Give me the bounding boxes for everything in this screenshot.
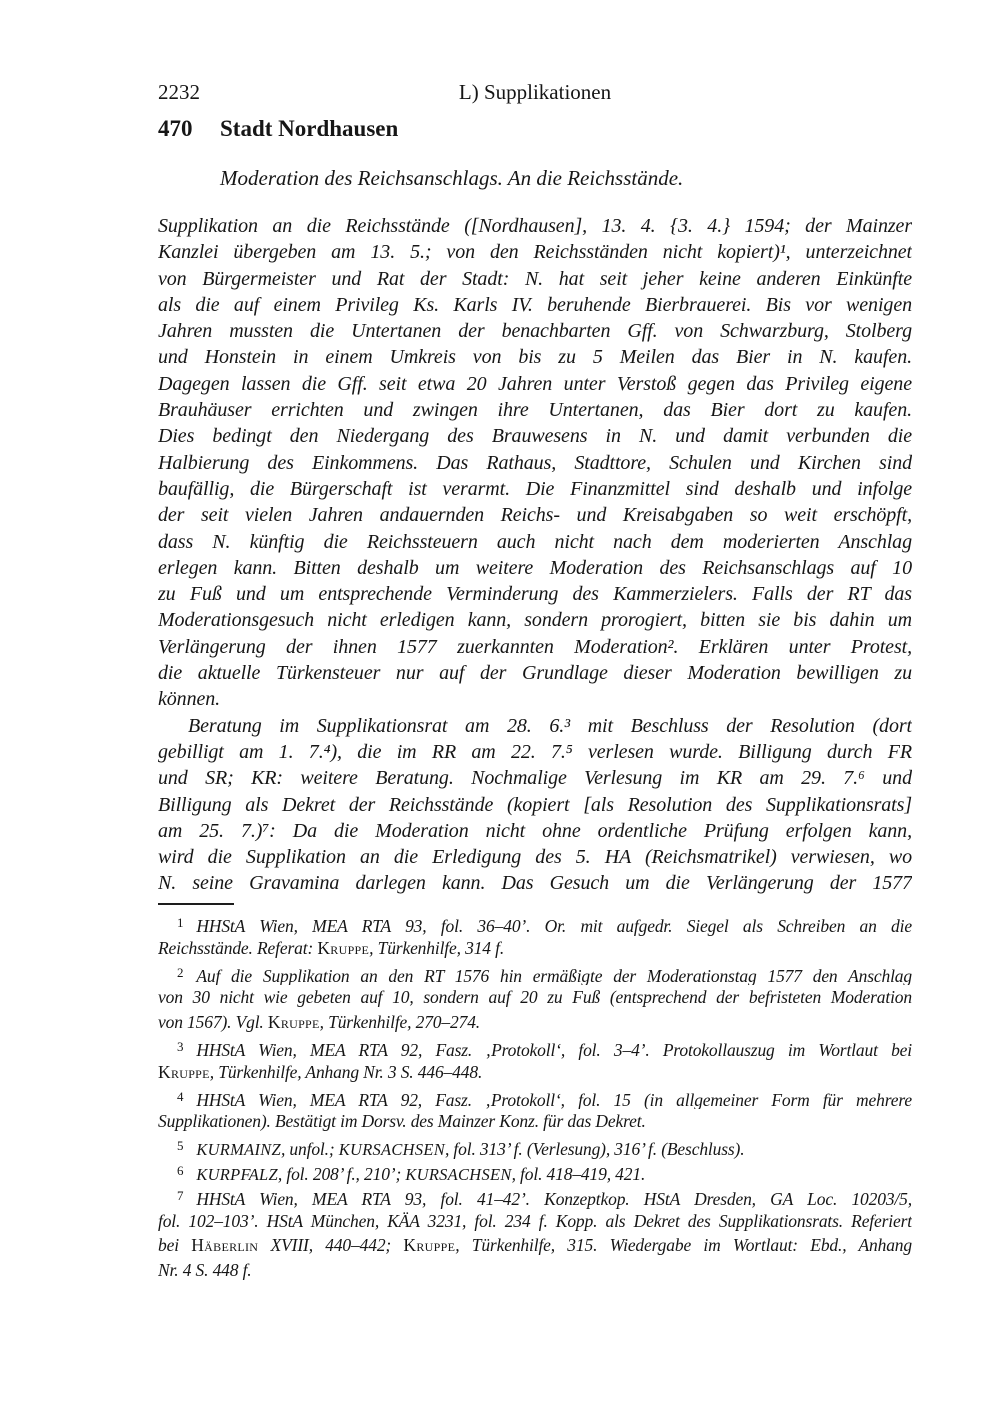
footnote <box>158 1159 912 1184</box>
footnote-marker: 7 <box>177 1187 184 1203</box>
body-line: Dagegen lassen die Gff. seit etwa 20 Jahren unter Verstoß gegen das Privileg eigene <box>158 372 912 395</box>
footnote <box>158 1134 912 1159</box>
body-line: Dies bedingt den Niedergang des Brauwesens in N. und damit verbunden die <box>158 425 912 448</box>
body-line: Halbierung des Einkommens. Das Rathaus, Stadttore, Schulen und Kirchen sind <box>158 451 912 474</box>
footnote-line: $^1$ HHStA Wien, MEA RTA 93, fol. 36–40’. Or. mit aufgedr. Siegel als Schreiben an die <box>177 915 912 936</box>
archive-sigle: KURSACHSEN <box>405 1164 512 1184</box>
body-line: Moderationsgesuch nicht erledigen kann, sondern prorogiert, bitten sie bis dahin um <box>158 609 912 632</box>
body-line: zu Fuß und um entsprechende Verminderung des Kammerzielers. Falls der RT das <box>158 583 912 606</box>
running-header <box>158 80 912 108</box>
body-line: Kanzlei übergeben am 13. 5.; von den Reichsständen nicht kopiert)¹, unterzeichnet <box>158 241 912 264</box>
body-line: dass N. künftig die Reichssteuern auch nicht nach dem moderierten Anschlag <box>158 530 912 553</box>
body-line: N. seine Gravamina darlegen kann. Das Gesuch um die Verlängerung der 1577 <box>158 872 912 895</box>
paragraph <box>158 213 912 713</box>
body-line: und Honstein in einem Umkreis von bis zu 5 Meilen das Bier in N. kaufen. <box>158 346 912 369</box>
small-caps-author: Kruppe <box>267 1012 320 1033</box>
footnote-marker: 5 <box>177 1138 184 1154</box>
running-title: L) Supplikationen <box>458 80 612 104</box>
small-caps-author: Kruppe <box>158 1061 210 1082</box>
paragraph <box>158 713 912 897</box>
footnote <box>158 1184 912 1283</box>
body-line: von Bürgermeister und Rat der Stadt: N. hat seit jeher keine anderen Einkünfte <box>158 267 912 290</box>
small-caps-author: Kruppe <box>317 937 370 958</box>
footnote-marker: 2 <box>177 964 184 980</box>
archive-sigle: KURSACHSEN <box>338 1140 445 1159</box>
footnote-line: von 30 nicht wie gebeten auf 10, sondern auf 20 zu Fuß (entsprechend der befristeten Moderation <box>158 987 912 1008</box>
body-line: Brauhäuser errichten und zwingen ihre Untertanen, das Bier dort zu kaufen. <box>158 399 912 422</box>
footnote-line: bei Häberlin XVIII, 440–442; Kruppe, Türkenhilfe, 315. Wiedergabe im Wortlaut: Ebd., Anhang <box>158 1235 912 1256</box>
footnote-line: $^4$ HHStA Wien, MEA RTA 92, Fasz. ‚Protokoll‘, fol. 15 (in allgemeiner Form für mehrere <box>177 1088 912 1110</box>
entry-number: 470 <box>158 116 193 141</box>
body-line: erlegen kann. Bitten deshalb um weitere Moderation des Reichsanschlags auf 10 <box>158 556 912 579</box>
footnote-line: $^7$ HHStA Wien, MEA RTA 93, fol. 41–42’. Konzeptkop. HStA Dresden, GA Loc. 10203/5, <box>177 1187 912 1209</box>
footnote-line: fol. 102–103’. HStA München, KÄA 3231, fol. 234 f. Kopp. als Dekret des Supplikationsrats. Referiert <box>158 1210 912 1231</box>
archive-sigle: KURMAINZ <box>196 1140 281 1159</box>
page-number: 2232 <box>158 80 200 104</box>
footnote <box>158 1085 912 1135</box>
entry-title: Stadt Nordhausen <box>220 116 399 141</box>
entry-heading <box>158 116 912 142</box>
footnote-line: Kruppe, Türkenhilfe, Anhang Nr. 3 S. 446–448. <box>158 1061 483 1082</box>
footnote-marker: 6 <box>177 1162 184 1178</box>
archive-sigle: KURPFALZ <box>196 1164 278 1184</box>
footnote-marker: 1 <box>177 915 184 930</box>
small-caps-author: Häberlin <box>191 1235 259 1256</box>
body-line: Billigung als Dekret der Reichsstände (kopiert [als Resolution des Supplikationsrats] <box>158 793 912 816</box>
footnote <box>158 1035 912 1085</box>
footnote <box>158 961 912 1035</box>
body-line: baufällig, die Bürgerschaft ist verarmt. Die Finanzmittel sind deshalb und infolge <box>158 477 912 500</box>
footnote-line: Reichsstände. Referat: Kruppe, Türkenhilfe, 314 f. <box>158 937 505 958</box>
footnote-separator-rule <box>158 903 234 905</box>
footnote-line: Nr. 4 S. 448 f. <box>158 1260 252 1281</box>
body-line: der seit vielen Jahren andauernden Reichs- und Kreisabgaben so weit erschöpft, <box>158 504 912 527</box>
body-line: am 25. 7.)⁷: Da die Moderation nicht ohne ordentliche Prüfung erfolgen kann, <box>158 819 912 842</box>
footnote-line: $^2$ Auf die Supplikation an den RT 1576 hin ermäßigte der Moderationstag 1577 den Anschlag <box>177 964 912 986</box>
body-line: als die auf einem Privileg Ks. Karls IV. beruhende Bierbrauerei. Bis vor wenigen <box>158 293 912 316</box>
entry-subtitle: Moderation des Reichsanschlags. An die Reichsstände. <box>220 166 684 190</box>
body-line: Supplikation an die Reichsstände ([Nordhausen], 13. 4. {3. 4.} 1594; der Mainzer <box>158 215 912 237</box>
body-line: Beratung im Supplikationsrat am 28. 6.³ mit Beschluss der Resolution (dort <box>188 714 912 737</box>
summary-body <box>158 213 912 897</box>
footnote-line: $^5$ KURMAINZ, unfol.; KURSACHSEN, fol. 313’ f. (Verlesung), 316’ f. (Beschluss). <box>177 1138 745 1159</box>
footnote-line: von 1567). Vgl. Kruppe, Türkenhilfe, 270–274. <box>158 1012 481 1033</box>
footnote-marker: 4 <box>177 1088 184 1104</box>
footnote-line: Supplikationen). Bestätigt im Dorsv. des Mainzer Konz. für das Dekret. <box>158 1111 646 1132</box>
footnote <box>158 911 912 961</box>
body-line: können. <box>158 688 221 711</box>
body-line: Jahren mussten die Untertanen der benachbarten Gff. von Schwarzburg, Stolberg <box>158 320 912 343</box>
body-line: und SR; KR: weitere Beratung. Nochmalige Verlesung im KR am 29. 7.⁶ und <box>158 767 912 790</box>
body-line: wird die Supplikation an die Erledigung des 5. HA (Reichsmatrikel) verwiesen, wo <box>158 846 912 869</box>
footnotes-block <box>158 911 912 1283</box>
small-caps-author: Kruppe <box>403 1235 456 1256</box>
footnote-line: $^6$ KURPFALZ, fol. 208’ f., 210’; KURSACHSEN, fol. 418–419, 421. <box>177 1162 646 1184</box>
footnote-marker: 3 <box>177 1038 184 1054</box>
body-line: Verlängerung der ihnen 1577 zuerkannten Moderation². Erklären unter Protest, <box>158 635 912 658</box>
body-line: die aktuelle Türkensteuer nur auf der Grundlage dieser Moderation bewilligen zu <box>158 662 912 685</box>
footnote-line: $^3$ HHStA Wien, MEA RTA 92, Fasz. ‚Protokoll‘, fol. 3–4’. Protokollauszug im Wortlaut bei <box>177 1038 912 1060</box>
body-line: gebilligt am 1. 7.⁴), die im RR am 22. 7.⁵ verlesen wurde. Billigung durch FR <box>158 740 912 763</box>
